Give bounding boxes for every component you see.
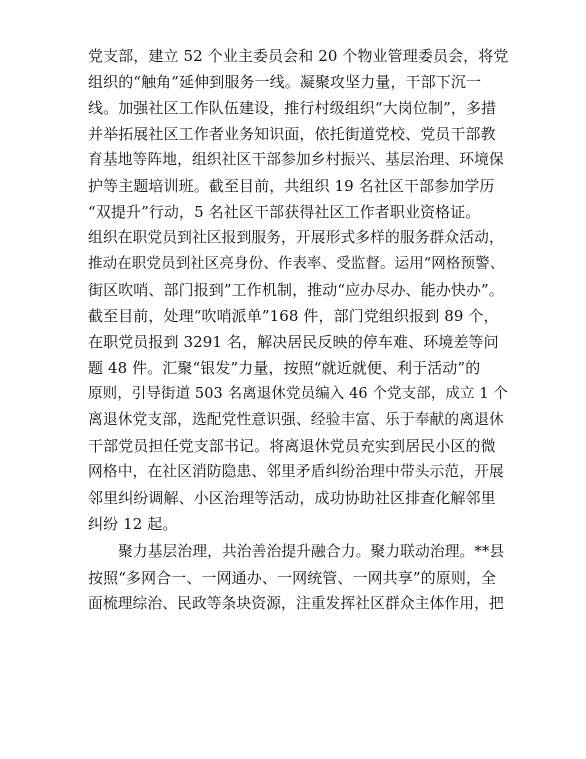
text-line: 离退休党支部，选配党性意识强、经验丰富、乐于奉献的离退休 <box>88 411 504 428</box>
text-line: 线。加强社区工作队伍建设，推行村级组织“大岗位制”，多措 <box>88 99 497 117</box>
text-line: 聚力基层治理，共治善治提升融合力。聚力联动治理。**县 <box>118 543 505 560</box>
text-line: 并举拓展社区工作者业务知识面，依托街道党校、党员干部教 <box>88 125 496 143</box>
text-line: 面梳理综治、民政等条块资源，注重发挥社区群众主体作用，把 <box>88 595 504 612</box>
text-line: 邻里纠纷调解、小区治理等活动，成功协助社区排查化解邻里 <box>88 489 496 507</box>
text-line: 截至目前，处理“吹哨派单”168 件，部门党组织报到 89 个， <box>88 307 499 325</box>
text-line: 纠纷 12 起。 <box>88 515 178 533</box>
text-line: 推动在职党员到社区亮身份、作表率、受监督。运用“网格预警、 <box>88 256 505 272</box>
text-line: “双提升”行动，5 名社区干部获得社区工作者职业资格证。 <box>88 203 481 221</box>
text-line: 在职党员报到 3291 名，解决居民反映的停车难、环境差等问 <box>88 333 499 351</box>
text-line: 原则，引导街道 503 名离退休党员编入 46 个党支部，成立 1 个 <box>88 386 509 402</box>
text-line: 干部党员担任党支部书记。将离退休党员充实到居民小区的微 <box>88 437 496 455</box>
text-line: 网格中，在社区消防隐患、邻里矛盾纠纷治理中带头示范，开展 <box>88 463 504 480</box>
text-line: 题 48 件。汇聚“银发”力量，按照“就近就便、利于活动”的 <box>88 359 481 377</box>
text-line: 护等主题培训班。截至目前，共组织 19 名社区干部参加学历 <box>88 177 495 195</box>
text-line: 党支部，建立 52 个业主委员会和 20 个物业管理委员会，将党 <box>88 47 509 65</box>
text-line: 育基地等阵地，组织社区干部参加乡村振兴、基层治理、环境保 <box>88 151 504 168</box>
text-line: 街区吹哨、部门报到”工作机制，推动“应办尽办、能办快办”。 <box>88 281 504 299</box>
text-line: 组织在职党员到社区报到服务，开展形式多样的服务群众活动， <box>88 229 504 246</box>
text-line: 组织的“触角”延伸到服务一线。凝聚攻坚力量，干部下沉一 <box>88 73 482 91</box>
text-line: 按照“多网合一、一网通办、一网统管、一网共享”的原则，全 <box>88 569 497 587</box>
